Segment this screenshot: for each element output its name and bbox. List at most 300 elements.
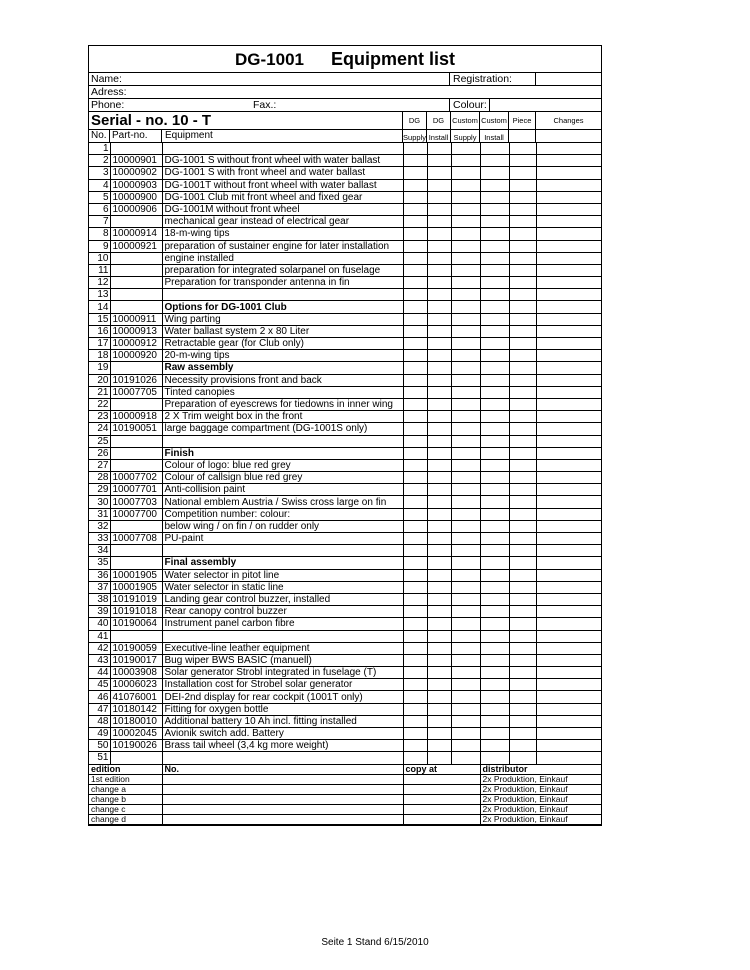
changes-cell bbox=[536, 155, 601, 167]
dg-supply-cell bbox=[403, 557, 427, 569]
dg-supply-cell bbox=[403, 740, 427, 752]
table-row bbox=[89, 447, 601, 459]
equipment-sheet bbox=[88, 45, 602, 826]
changes-cell bbox=[536, 752, 601, 764]
table-row bbox=[89, 155, 601, 167]
table-row bbox=[89, 654, 601, 666]
equipment-description: below wing / on fin / on rudder only bbox=[162, 520, 403, 532]
equipment-description: Tinted canopies bbox=[162, 386, 403, 398]
dg-install-cell bbox=[427, 216, 451, 228]
distributor-value: 2x Produktion, Einkauf bbox=[480, 774, 601, 784]
part-number bbox=[110, 557, 162, 569]
piece-cell bbox=[509, 325, 536, 337]
dg-install-cell bbox=[427, 240, 451, 252]
custom-install-cell bbox=[480, 325, 509, 337]
row-number: 8 bbox=[89, 228, 110, 240]
table-row bbox=[89, 191, 601, 203]
equipment-description: 20-m-wing tips bbox=[162, 350, 403, 362]
part-number bbox=[110, 216, 162, 228]
row-number: 19 bbox=[89, 362, 110, 374]
custom-install-cell bbox=[480, 191, 509, 203]
table-row bbox=[89, 679, 601, 691]
table-row bbox=[89, 691, 601, 703]
dg-supply-cell bbox=[403, 325, 427, 337]
dg-supply-cell bbox=[403, 654, 427, 666]
part-number bbox=[110, 459, 162, 471]
equipment-description: National emblem Austria / Swiss cross large on fin bbox=[162, 496, 403, 508]
row-number: 30 bbox=[89, 496, 110, 508]
changes-cell bbox=[536, 325, 601, 337]
piece-cell bbox=[509, 459, 536, 471]
equipment-description: Retractable gear (for Club only) bbox=[162, 338, 403, 350]
piece-cell bbox=[509, 728, 536, 740]
dg-supply-cell bbox=[403, 411, 427, 423]
custom-install-cell bbox=[480, 228, 509, 240]
changes-cell bbox=[536, 520, 601, 532]
edition-row bbox=[89, 774, 601, 784]
dg-supply-cell bbox=[403, 667, 427, 679]
custom-supply-cell bbox=[451, 618, 480, 630]
custom-install-cell bbox=[480, 728, 509, 740]
dg-supply-cell bbox=[403, 252, 427, 264]
part-number bbox=[110, 398, 162, 410]
custom-supply-cell bbox=[451, 545, 480, 557]
piece-cell bbox=[509, 545, 536, 557]
equipment-description: Executive-line leather equipment bbox=[162, 642, 403, 654]
part-number: 10001905 bbox=[110, 581, 162, 593]
custom-supply-cell bbox=[451, 411, 480, 423]
custom-supply-cell bbox=[451, 496, 480, 508]
changes-cell bbox=[536, 679, 601, 691]
changes-cell bbox=[536, 350, 601, 362]
changes-cell bbox=[536, 435, 601, 447]
piece-cell bbox=[509, 143, 536, 155]
dg-supply-cell bbox=[403, 496, 427, 508]
table-row bbox=[89, 167, 601, 179]
name-row bbox=[89, 73, 601, 86]
dg-install-cell bbox=[427, 472, 451, 484]
equipment-description: DG-1001 Club mit front wheel and fixed gear bbox=[162, 191, 403, 203]
col-part-no: Part-no. bbox=[112, 130, 148, 141]
dg-supply-cell bbox=[403, 264, 427, 276]
dg-supply-cell bbox=[403, 569, 427, 581]
part-number: 10007703 bbox=[110, 496, 162, 508]
table-row bbox=[89, 459, 601, 471]
custom-install-cell bbox=[480, 362, 509, 374]
equipment-description: Final assembly bbox=[162, 557, 403, 569]
table-row bbox=[89, 545, 601, 557]
row-number: 1 bbox=[89, 143, 110, 155]
serial-row bbox=[89, 112, 601, 130]
row-number: 50 bbox=[89, 740, 110, 752]
changes-cell bbox=[536, 593, 601, 605]
table-row bbox=[89, 569, 601, 581]
edition-no-cell bbox=[162, 784, 403, 794]
table-row bbox=[89, 581, 601, 593]
row-number: 34 bbox=[89, 545, 110, 557]
piece-cell bbox=[509, 216, 536, 228]
table-row bbox=[89, 228, 601, 240]
part-number: 10000914 bbox=[110, 228, 162, 240]
dg-install-cell bbox=[427, 533, 451, 545]
col-equipment: Equipment bbox=[165, 130, 213, 141]
custom-install-cell bbox=[480, 179, 509, 191]
dg-supply-cell bbox=[403, 508, 427, 520]
part-number: 10000912 bbox=[110, 338, 162, 350]
custom-install-cell bbox=[480, 143, 509, 155]
row-number: 9 bbox=[89, 240, 110, 252]
dg-supply-cell bbox=[403, 630, 427, 642]
edition-label: 1st edition bbox=[89, 774, 162, 784]
equipment-description: Preparation of eyescrews for tiedowns in inner wing bbox=[162, 398, 403, 410]
table-row bbox=[89, 240, 601, 252]
custom-install-cell bbox=[480, 216, 509, 228]
table-row bbox=[89, 325, 601, 337]
equipment-description bbox=[162, 143, 403, 155]
changes-cell bbox=[536, 472, 601, 484]
row-number: 2 bbox=[89, 155, 110, 167]
custom-supply-cell bbox=[451, 472, 480, 484]
row-number: 25 bbox=[89, 435, 110, 447]
equipment-description: Competition number: colour: bbox=[162, 508, 403, 520]
dg-supply-cell bbox=[403, 703, 427, 715]
equipment-description: DG-1001 S with front wheel and water ballast bbox=[162, 167, 403, 179]
piece-cell bbox=[509, 642, 536, 654]
equipment-description: Additional battery 10 Ah incl. fitting installed bbox=[162, 715, 403, 727]
dg-install-cell bbox=[427, 679, 451, 691]
edition-row bbox=[89, 814, 601, 824]
custom-install-cell bbox=[480, 606, 509, 618]
row-number: 27 bbox=[89, 459, 110, 471]
part-number bbox=[110, 264, 162, 276]
part-number: 10001905 bbox=[110, 569, 162, 581]
row-number: 46 bbox=[89, 691, 110, 703]
dg-supply-cell bbox=[403, 350, 427, 362]
custom-supply-cell bbox=[451, 569, 480, 581]
dg-install-cell bbox=[427, 752, 451, 764]
piece-cell bbox=[509, 581, 536, 593]
equipment-description: Preparation for transponder antenna in fin bbox=[162, 277, 403, 289]
part-number: 10000901 bbox=[110, 155, 162, 167]
equipment-description: Brass tail wheel (3,4 kg more weight) bbox=[162, 740, 403, 752]
part-number: 10190059 bbox=[110, 642, 162, 654]
col-custom-install-top: Custom bbox=[481, 116, 507, 125]
piece-cell bbox=[509, 496, 536, 508]
table-row bbox=[89, 143, 601, 155]
custom-supply-cell bbox=[451, 338, 480, 350]
changes-cell bbox=[536, 630, 601, 642]
dg-install-cell bbox=[427, 581, 451, 593]
dg-install-cell bbox=[427, 654, 451, 666]
row-number: 15 bbox=[89, 313, 110, 325]
dg-supply-cell bbox=[403, 581, 427, 593]
divider bbox=[449, 73, 450, 85]
table-row bbox=[89, 216, 601, 228]
dg-install-cell bbox=[427, 691, 451, 703]
part-number: 41076001 bbox=[110, 691, 162, 703]
divider bbox=[489, 99, 490, 111]
custom-supply-cell bbox=[451, 264, 480, 276]
changes-cell bbox=[536, 740, 601, 752]
equipment-description: Avionik switch add. Battery bbox=[162, 728, 403, 740]
changes-cell bbox=[536, 179, 601, 191]
dg-supply-cell bbox=[403, 691, 427, 703]
equipment-description: Bug wiper BWS BASIC (manuell) bbox=[162, 654, 403, 666]
dg-install-cell bbox=[427, 593, 451, 605]
custom-supply-cell bbox=[451, 398, 480, 410]
part-number: 10180010 bbox=[110, 715, 162, 727]
custom-supply-cell bbox=[451, 374, 480, 386]
equipment-description: DG-1001T without front wheel with water ballast bbox=[162, 179, 403, 191]
row-number: 6 bbox=[89, 203, 110, 215]
table-row bbox=[89, 423, 601, 435]
part-number: 10000900 bbox=[110, 191, 162, 203]
custom-supply-cell bbox=[451, 216, 480, 228]
custom-supply-cell bbox=[451, 557, 480, 569]
custom-install-cell bbox=[480, 679, 509, 691]
dg-install-cell bbox=[427, 496, 451, 508]
address-row bbox=[89, 86, 601, 99]
custom-install-cell bbox=[480, 618, 509, 630]
table-row bbox=[89, 374, 601, 386]
custom-supply-cell bbox=[451, 277, 480, 289]
changes-cell bbox=[536, 447, 601, 459]
piece-cell bbox=[509, 606, 536, 618]
table-row bbox=[89, 728, 601, 740]
dg-supply-cell bbox=[403, 423, 427, 435]
dg-install-cell bbox=[427, 423, 451, 435]
col-piece: Piece bbox=[512, 116, 532, 125]
custom-install-cell bbox=[480, 691, 509, 703]
equipment-description: 2 X Trim weight box in the front bbox=[162, 411, 403, 423]
custom-supply-cell bbox=[451, 240, 480, 252]
equipment-description: Necessity provisions front and back bbox=[162, 374, 403, 386]
custom-install-cell bbox=[480, 203, 509, 215]
row-number: 12 bbox=[89, 277, 110, 289]
dg-install-cell bbox=[427, 618, 451, 630]
dg-install-cell bbox=[427, 642, 451, 654]
registration-label: Registration: bbox=[453, 73, 512, 85]
dg-install-cell bbox=[427, 520, 451, 532]
edition-no-cell bbox=[162, 814, 403, 824]
piece-cell bbox=[509, 179, 536, 191]
piece-cell bbox=[509, 240, 536, 252]
dg-supply-cell bbox=[403, 459, 427, 471]
row-number: 17 bbox=[89, 338, 110, 350]
part-number: 10007701 bbox=[110, 484, 162, 496]
edition-label: change a bbox=[89, 784, 162, 794]
table-row bbox=[89, 752, 601, 764]
changes-cell bbox=[536, 386, 601, 398]
col-no: No. bbox=[91, 130, 107, 141]
distributor-value: 2x Produktion, Einkauf bbox=[480, 814, 601, 824]
equipment-table bbox=[89, 143, 601, 765]
custom-install-cell bbox=[480, 557, 509, 569]
dg-install-cell bbox=[427, 228, 451, 240]
table-row bbox=[89, 703, 601, 715]
dg-supply-cell bbox=[403, 289, 427, 301]
piece-cell bbox=[509, 423, 536, 435]
edition-table bbox=[89, 765, 601, 825]
custom-install-cell bbox=[480, 520, 509, 532]
custom-install-cell bbox=[480, 155, 509, 167]
equipment-description: PU-paint bbox=[162, 533, 403, 545]
piece-cell bbox=[509, 520, 536, 532]
piece-cell bbox=[509, 533, 536, 545]
changes-cell bbox=[536, 203, 601, 215]
dg-install-cell bbox=[427, 740, 451, 752]
dg-supply-cell bbox=[403, 533, 427, 545]
piece-cell bbox=[509, 289, 536, 301]
copy-at-header: copy at bbox=[403, 765, 480, 775]
row-number: 43 bbox=[89, 654, 110, 666]
piece-cell bbox=[509, 167, 536, 179]
piece-cell bbox=[509, 667, 536, 679]
dg-supply-cell bbox=[403, 179, 427, 191]
dg-install-cell bbox=[427, 728, 451, 740]
equipment-description: preparation for integrated solarpanel on fuselage bbox=[162, 264, 403, 276]
dg-install-cell bbox=[427, 667, 451, 679]
dg-supply-cell bbox=[403, 520, 427, 532]
changes-cell bbox=[536, 289, 601, 301]
part-number: 10000918 bbox=[110, 411, 162, 423]
dg-install-cell bbox=[427, 435, 451, 447]
part-number: 10002045 bbox=[110, 728, 162, 740]
part-number: 10007702 bbox=[110, 472, 162, 484]
changes-cell bbox=[536, 533, 601, 545]
custom-supply-cell bbox=[451, 423, 480, 435]
equipment-description: Installation cost for Strobel solar generator bbox=[162, 679, 403, 691]
changes-cell bbox=[536, 398, 601, 410]
table-row bbox=[89, 289, 601, 301]
part-number: 10190064 bbox=[110, 618, 162, 630]
piece-cell bbox=[509, 313, 536, 325]
custom-install-cell bbox=[480, 740, 509, 752]
changes-cell bbox=[536, 423, 601, 435]
table-row bbox=[89, 313, 601, 325]
part-number: 10000911 bbox=[110, 313, 162, 325]
table-row bbox=[89, 715, 601, 727]
equipment-description: mechanical gear instead of electrical gear bbox=[162, 216, 403, 228]
col-dg-install-top: DG bbox=[432, 116, 445, 125]
distributor-value: 2x Produktion, Einkauf bbox=[480, 794, 601, 804]
custom-install-cell bbox=[480, 496, 509, 508]
dg-install-cell bbox=[427, 277, 451, 289]
dg-supply-cell bbox=[403, 447, 427, 459]
equipment-description: Landing gear control buzzer, installed bbox=[162, 593, 403, 605]
dg-supply-cell bbox=[403, 593, 427, 605]
changes-cell bbox=[536, 277, 601, 289]
row-number: 35 bbox=[89, 557, 110, 569]
dg-supply-cell bbox=[403, 240, 427, 252]
part-number bbox=[110, 301, 162, 313]
part-number bbox=[110, 752, 162, 764]
piece-cell bbox=[509, 752, 536, 764]
custom-install-cell bbox=[480, 630, 509, 642]
changes-cell bbox=[536, 301, 601, 313]
equipment-description: Rear canopy control buzzer bbox=[162, 606, 403, 618]
changes-cell bbox=[536, 167, 601, 179]
piece-cell bbox=[509, 557, 536, 569]
page-footer: Seite 1 Stand 6/15/2010 bbox=[321, 937, 429, 948]
custom-supply-cell bbox=[451, 350, 480, 362]
piece-cell bbox=[509, 411, 536, 423]
dg-install-cell bbox=[427, 447, 451, 459]
row-number: 33 bbox=[89, 533, 110, 545]
table-row bbox=[89, 350, 601, 362]
changes-cell bbox=[536, 654, 601, 666]
table-row bbox=[89, 533, 601, 545]
table-row bbox=[89, 606, 601, 618]
dg-supply-cell bbox=[403, 216, 427, 228]
custom-install-cell bbox=[480, 240, 509, 252]
changes-cell bbox=[536, 691, 601, 703]
dg-install-cell bbox=[427, 557, 451, 569]
part-number bbox=[110, 362, 162, 374]
row-number: 47 bbox=[89, 703, 110, 715]
dg-install-cell bbox=[427, 155, 451, 167]
table-row bbox=[89, 472, 601, 484]
custom-install-cell bbox=[480, 545, 509, 557]
changes-cell bbox=[536, 728, 601, 740]
col-dg-install: Install bbox=[428, 133, 449, 142]
table-row bbox=[89, 264, 601, 276]
part-number: 10007708 bbox=[110, 533, 162, 545]
table-row bbox=[89, 435, 601, 447]
row-number: 51 bbox=[89, 752, 110, 764]
custom-install-cell bbox=[480, 593, 509, 605]
table-row bbox=[89, 484, 601, 496]
part-number: 10191019 bbox=[110, 593, 162, 605]
changes-cell bbox=[536, 191, 601, 203]
phone-row bbox=[89, 99, 601, 112]
custom-install-cell bbox=[480, 533, 509, 545]
dg-supply-cell bbox=[403, 191, 427, 203]
piece-cell bbox=[509, 362, 536, 374]
changes-cell bbox=[536, 508, 601, 520]
dg-install-cell bbox=[427, 191, 451, 203]
col-custom-supply-top: Custom bbox=[452, 116, 478, 125]
table-row bbox=[89, 593, 601, 605]
custom-install-cell bbox=[480, 642, 509, 654]
piece-cell bbox=[509, 447, 536, 459]
part-number: 10000903 bbox=[110, 179, 162, 191]
dg-install-cell bbox=[427, 338, 451, 350]
custom-install-cell bbox=[480, 289, 509, 301]
part-number: 10191026 bbox=[110, 374, 162, 386]
dg-install-cell bbox=[427, 313, 451, 325]
row-number: 38 bbox=[89, 593, 110, 605]
piece-cell bbox=[509, 740, 536, 752]
custom-install-cell bbox=[480, 423, 509, 435]
custom-install-cell bbox=[480, 398, 509, 410]
equipment-description: Finish bbox=[162, 447, 403, 459]
changes-cell bbox=[536, 618, 601, 630]
divider bbox=[109, 130, 110, 142]
part-number: 10190017 bbox=[110, 654, 162, 666]
column-header-row bbox=[89, 130, 601, 143]
piece-cell bbox=[509, 252, 536, 264]
row-number: 40 bbox=[89, 618, 110, 630]
dg-supply-cell bbox=[403, 386, 427, 398]
custom-supply-cell bbox=[451, 667, 480, 679]
equipment-description: DEI-2nd display for rear cockpit (1001T only) bbox=[162, 691, 403, 703]
custom-supply-cell bbox=[451, 362, 480, 374]
equipment-description: large baggage compartment (DG-1001S only) bbox=[162, 423, 403, 435]
dg-install-cell bbox=[427, 264, 451, 276]
title-bar bbox=[89, 46, 601, 73]
row-number: 44 bbox=[89, 667, 110, 679]
